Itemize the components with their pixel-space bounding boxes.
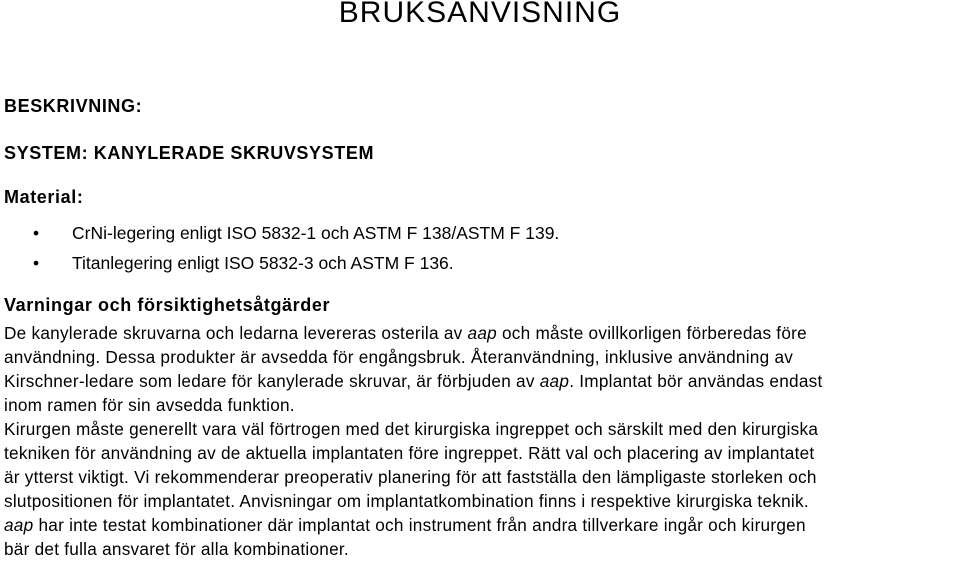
paragraph-line <box>4 417 954 441</box>
paragraph-line <box>4 321 954 345</box>
text-run: . Implantat bör användas endast <box>569 371 823 391</box>
text-run: har inte testat kombinationer där implantat och instrument från andra tillverkare ingår och kirurgen <box>33 515 806 535</box>
text-run: är ytterst viktigt. Vi rekommenderar preoperativ planering för att fastställa den lämpligaste storleken och <box>4 467 817 487</box>
text-run: och måste ovillkorligen förberedas före <box>496 323 807 343</box>
text-run: slutpositionen för implantatet. Anvisningar om implantatkombination finns i respektive kirurgiska teknik. <box>4 491 809 511</box>
paragraph-line <box>4 489 954 513</box>
bullet-icon: • <box>33 223 40 243</box>
heading-beskrivning: BESKRIVNING: <box>4 96 143 116</box>
paragraph-line <box>4 345 954 369</box>
paragraph-line <box>4 369 954 393</box>
warning-paragraph <box>4 321 954 561</box>
paragraph-line <box>4 465 954 489</box>
paragraph-line <box>4 441 954 465</box>
text-run: Kirurgen måste generellt vara väl förtrogen med det kirurgiska ingreppet och särskilt med den kirurgiska <box>4 419 819 439</box>
material-list <box>0 222 960 282</box>
text-run: bär det fulla ansvaret för alla kombinationer. <box>4 539 349 559</box>
brand-name: aap <box>539 371 570 391</box>
paragraph-line <box>4 393 954 417</box>
text-run: inom ramen för sin avsedda funktion. <box>4 395 295 415</box>
text-run: Kirschner-ledare som ledare för kanylerade skruvar, är förbjuden av <box>4 371 540 391</box>
list-item <box>0 252 960 282</box>
material-item-text: Titanlegering enligt ISO 5832-3 och ASTM F 136. <box>72 253 454 273</box>
material-item-text: CrNi-legering enligt ISO 5832-1 och ASTM F 138/ASTM F 139. <box>72 223 560 243</box>
document-title: BRUKSANVISNING <box>338 0 622 29</box>
list-item <box>0 222 960 252</box>
heading-system: SYSTEM: KANYLERADE SKRUVSYSTEM <box>4 143 375 163</box>
paragraph-line <box>4 537 954 561</box>
text-run: tekniken för användning av de aktuella implantaten före ingreppet. Rätt val och placering av implantatet <box>4 443 815 463</box>
brand-name: aap <box>4 515 34 535</box>
heading-material: Material: <box>4 187 84 207</box>
heading-varningar: Varningar och försiktighetsåtgärder <box>4 295 331 315</box>
text-run: De kanylerade skruvarna och ledarna levereras osterila av <box>4 323 468 343</box>
text-run: användning. Dessa produkter är avsedda för engångsbruk. Återanvändning, inklusive användning av <box>4 347 794 367</box>
paragraph-line <box>4 513 954 537</box>
brand-name: aap <box>467 323 497 343</box>
bullet-icon: • <box>33 253 40 273</box>
